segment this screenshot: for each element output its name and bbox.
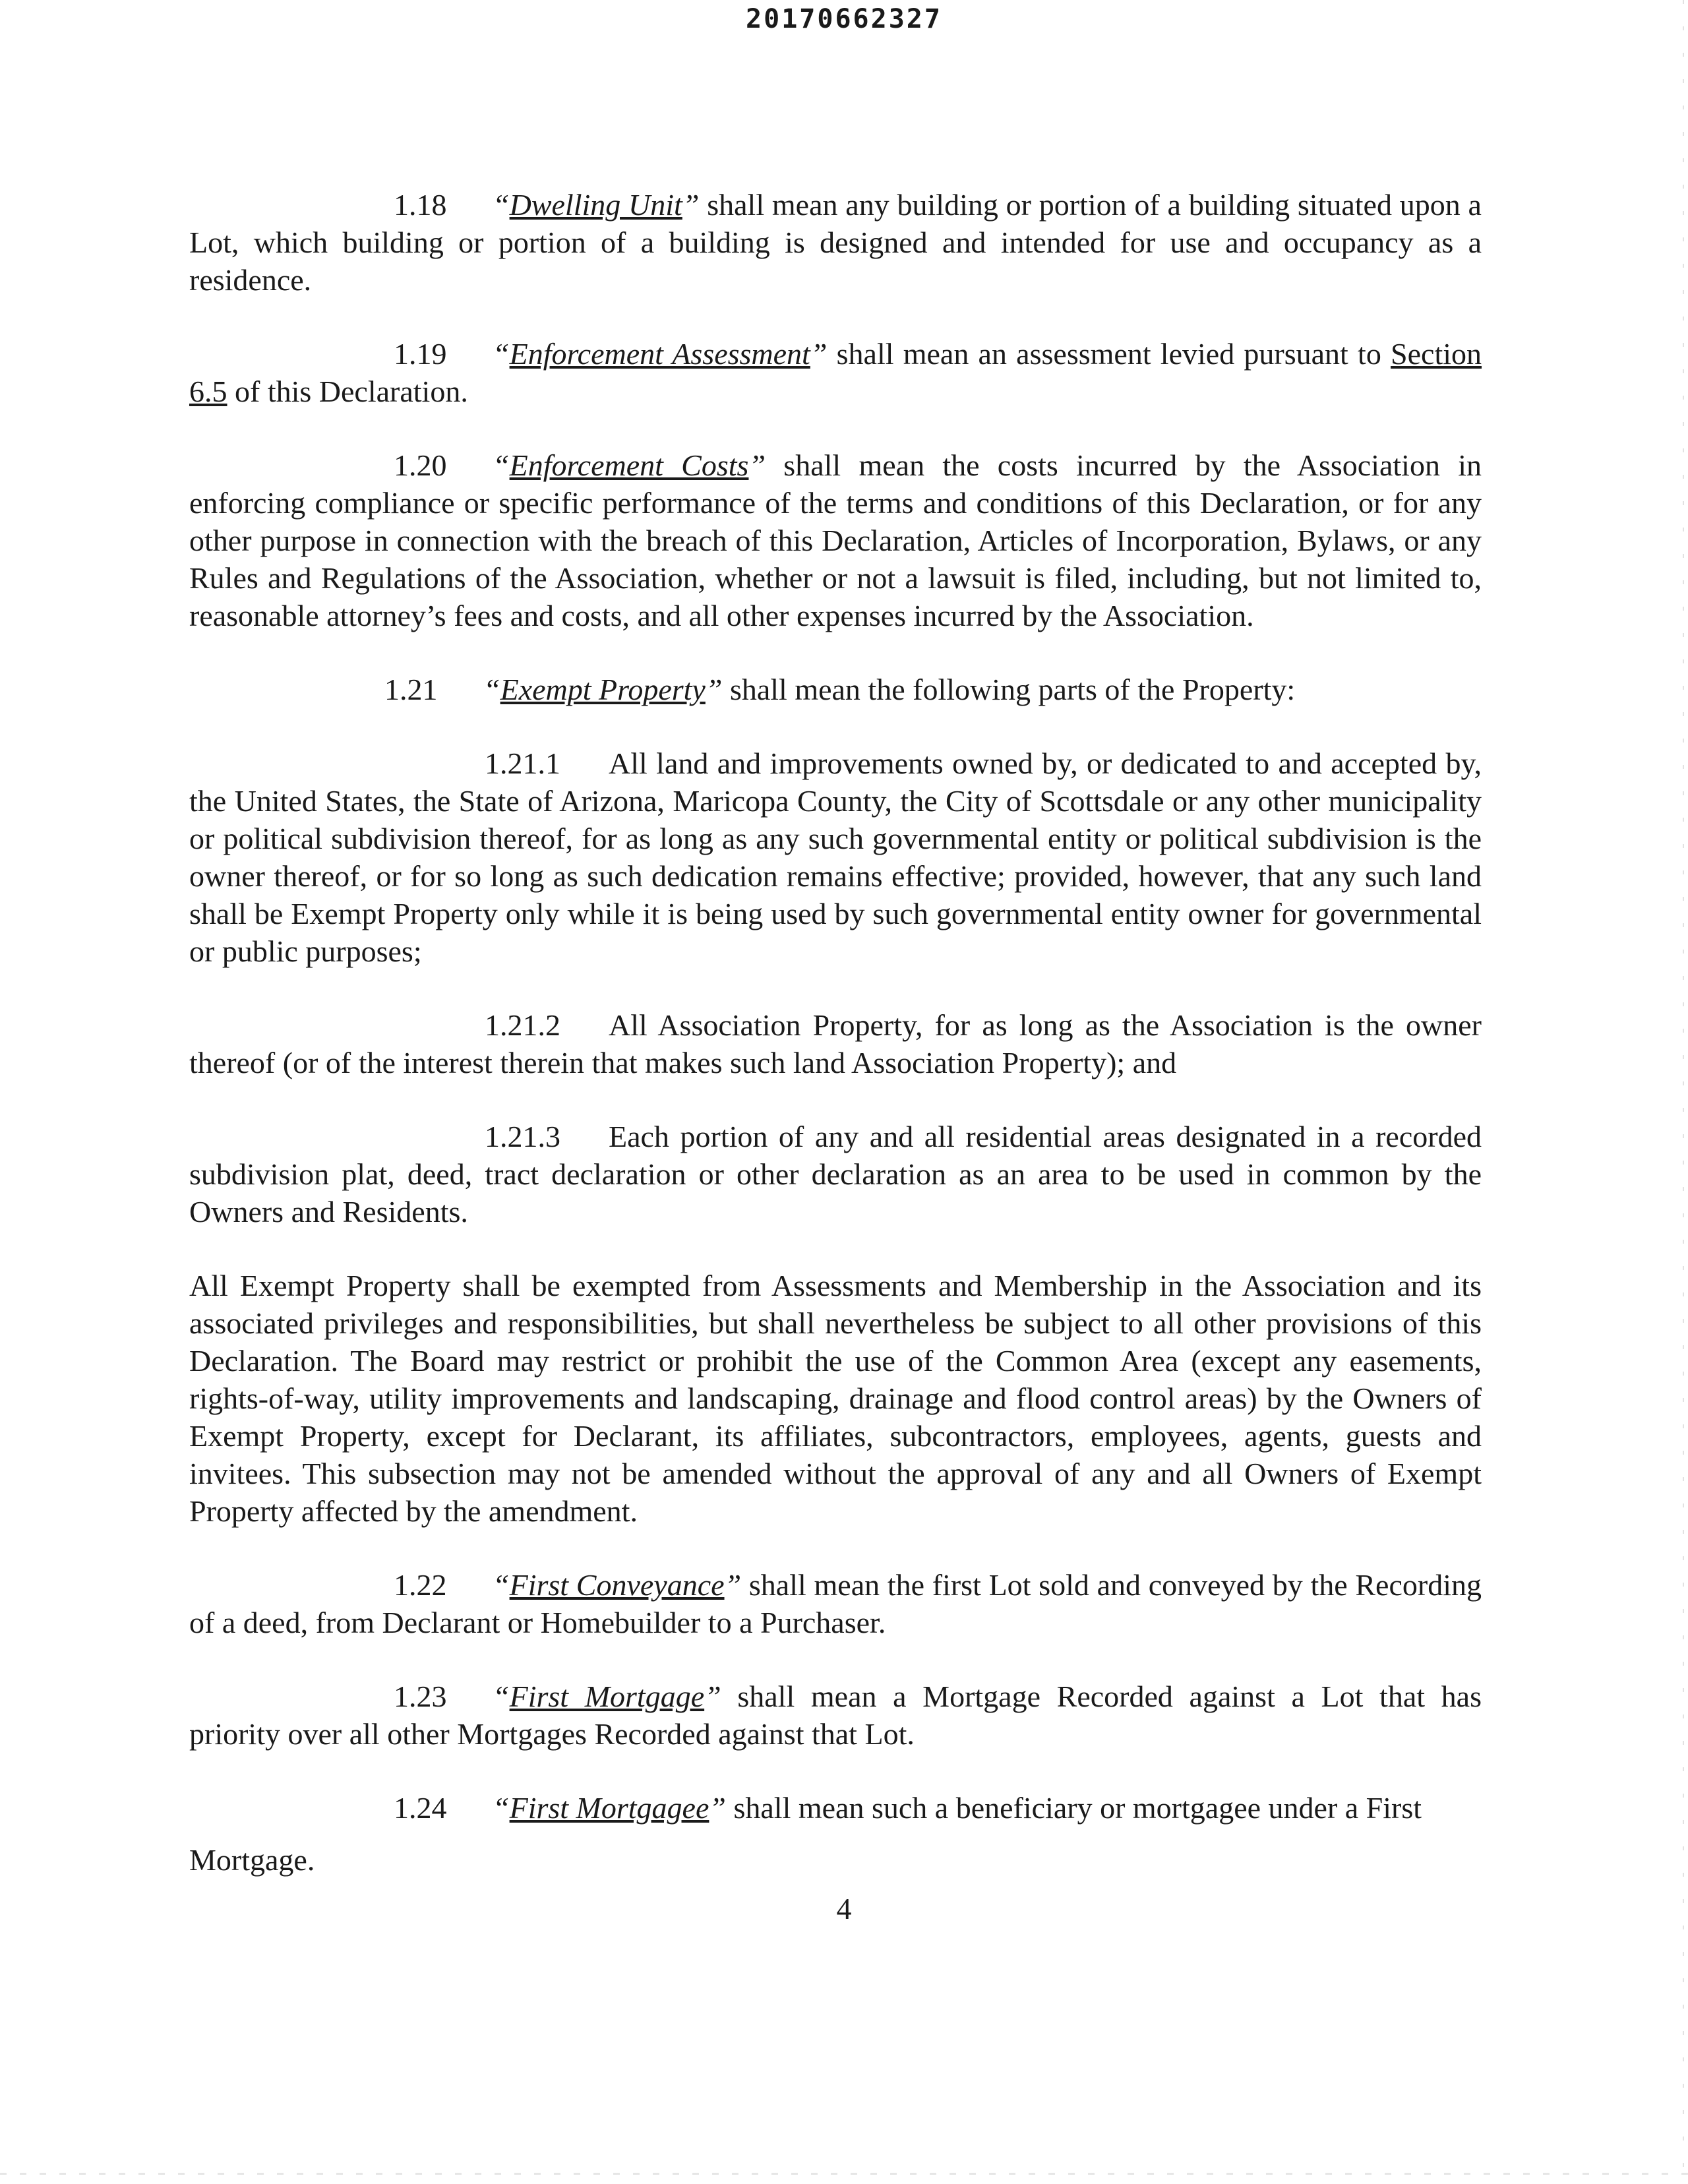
subsection-number: 1.21.2 [485, 1008, 560, 1042]
section-text-continuation: Mortgage. [189, 1843, 315, 1877]
page-number: 4 [836, 1892, 852, 1926]
section-1-20 [189, 446, 1482, 634]
section-number: 1.24 [394, 1791, 447, 1825]
section-text: shall mean the first Lot sold and conveyed by the Recording of a deed, from Declarant or Homebuilder to a Purchaser. [189, 1568, 1482, 1639]
section-number: 1.23 [394, 1680, 447, 1713]
defined-term: “Exempt Property” [483, 673, 723, 706]
section-text: shall mean any building or portion of a building situated upon a Lot, which building or portion of a building is designed and intended for use and occupancy as a residence. [189, 188, 1482, 297]
subsection-text: All Association Property, for as long as the Association is the owner thereof (or of the interest therein that makes such land Association Property); and [189, 1008, 1482, 1079]
section-text-tail: of this Declaration. [227, 375, 468, 408]
section-text: shall mean such a beneficiary or mortgagee under a First [725, 1791, 1422, 1825]
section-1-24 [189, 1789, 1482, 1879]
section-text: shall mean an assessment levied pursuant to [827, 337, 1391, 371]
section-1-21-1 [189, 744, 1482, 970]
exempt-property-paragraph [189, 1267, 1482, 1530]
defined-term: “First Mortgage” [493, 1680, 721, 1713]
subsection-number: 1.21.1 [485, 746, 560, 780]
section-text: shall mean the costs incurred by the Association in enforcing compliance or specific performance of the terms and conditions of this Declaration, or for any other purpose in connection with the breach of this Declaration, Articles of Incorporation, Bylaws, or any Rules and Regulations of the Association, whether or not a lawsuit is filed, including, but not limited to, reasonable attorney’s fees and costs, and all other expenses incurred by the Association. [189, 448, 1482, 632]
section-1-19 [189, 335, 1482, 410]
document-body [189, 186, 1482, 1879]
section-1-22 [189, 1566, 1482, 1641]
defined-term: “Dwelling Unit” [493, 188, 700, 222]
subsection-text: All land and improvements owned by, or dedicated to and accepted by, the United States, the State of Arizona, Maricopa County, the City of Scottsdale or any other municipality or political subdivision thereof, for as long as any such governmental entity or political subdivision is the owner thereof, or for so long as such dedication remains effective; provided, however, that any such land shall be Exempt Property only while it is being used by such governmental entity owner for governmental or public purposes; [189, 746, 1482, 968]
defined-term: “First Conveyance” [493, 1568, 742, 1602]
section-text: shall mean the following parts of the Property: [722, 673, 1296, 706]
section-1-21-2 [189, 1006, 1482, 1081]
scan-bottom-artifact [0, 2173, 1688, 2175]
section-number: 1.20 [394, 448, 447, 482]
subsection-number: 1.21.3 [485, 1120, 560, 1153]
section-1-21 [189, 671, 1482, 708]
section-1-18 [189, 186, 1482, 299]
section-number: 1.21 [384, 673, 438, 706]
section-number: 1.22 [394, 1568, 447, 1602]
section-number: 1.19 [394, 337, 447, 371]
section-reference: Section 6.5 [189, 337, 1482, 408]
defined-term: “Enforcement Assessment” [493, 337, 828, 371]
defined-term: “First Mortgagee” [493, 1791, 726, 1825]
section-1-23 [189, 1678, 1482, 1753]
defined-term: “Enforcement Costs” [493, 448, 766, 482]
scan-edge-artifact [1683, 0, 1684, 2184]
paragraph-text: All Exempt Property shall be exempted from Assessments and Membership in the Association and its associated privileges and responsibilities, but shall nevertheless be subject to all other provisions of this Declaration. The Board may restrict or prohibit the use of the Common Area (except any easements, rights-of-way, utility improvements and landscaping, drainage and flood control areas) by the Owners of Exempt Property, except for Declarant, its affiliates, subcontractors, employees, agents, guests and invitees. This subsection may not be amended without the approval of any and all Owners of Exempt Property affected by the amendment. [189, 1269, 1482, 1528]
subsection-text: Each portion of any and all residential areas designated in a recorded subdivision plat, deed, tract declaration or other declaration as an area to be used in common by the Owners and Residents. [189, 1120, 1482, 1228]
section-number: 1.18 [394, 188, 447, 222]
recording-number: 20170662327 [746, 4, 942, 34]
section-text: shall mean a Mortgage Recorded against a Lot that has priority over all other Mortgages Recorded against that Lot. [189, 1680, 1482, 1751]
section-1-21-3 [189, 1118, 1482, 1230]
